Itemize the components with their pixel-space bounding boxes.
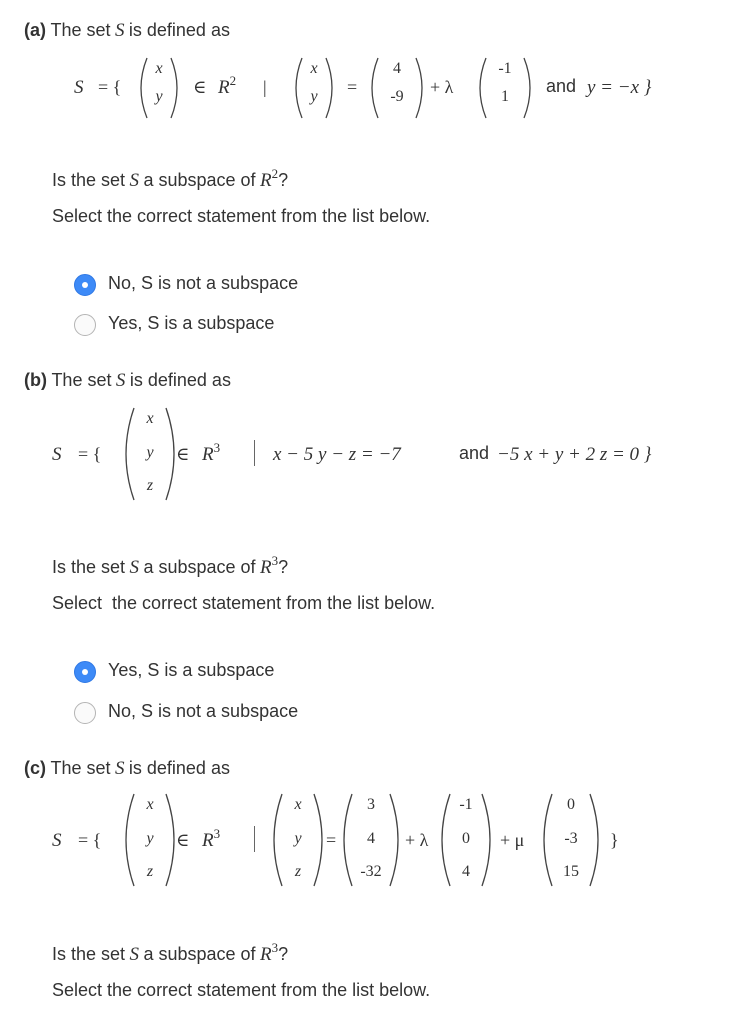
base-vector: 4 -9 — [368, 56, 426, 120]
direction-vector-2: 0 -3 15 — [540, 792, 602, 888]
part-b-heading: (b) The set S is defined as — [24, 370, 231, 391]
part-b-instruction: Select the correct statement from the list below. — [52, 593, 436, 613]
part-a-label: (a) — [24, 20, 46, 40]
part-c-heading: (c) The set S is defined as — [24, 758, 230, 779]
part-b-label: (b) — [24, 370, 47, 390]
part-a-option-no-label[interactable]: No, S is not a subspace — [108, 273, 299, 293]
direction-vector-1: -1 0 4 — [438, 792, 494, 888]
part-b-option-yes-label[interactable]: Yes, S is a subspace — [108, 660, 275, 680]
member-vector: x y z — [122, 406, 178, 502]
part-b-question: Is the set S a subspace of $R^3$? — [52, 553, 289, 578]
part-a-option-yes-radio[interactable] — [74, 314, 96, 336]
such-that-bar — [254, 440, 255, 466]
part-a-instruction: Select the correct statement from the list below. — [52, 206, 431, 226]
part-b-option-no-radio[interactable] — [74, 702, 96, 724]
condition-vector: x y — [292, 56, 336, 120]
part-b-option-no-label[interactable]: No, S is not a subspace — [108, 701, 299, 721]
base-vector: 3 4 -32 — [340, 792, 402, 888]
direction-vector: -1 1 — [476, 56, 534, 120]
part-b-option-yes-radio[interactable] — [74, 661, 96, 683]
part-c-question: Is the set S a subspace of $R^3$? — [52, 940, 289, 965]
part-a-question: Is the set S a subspace of $R^2$? — [52, 166, 289, 191]
part-c-label: (c) — [24, 758, 46, 778]
part-a-heading: (a) The set S is defined as — [24, 20, 230, 41]
member-vector: x y — [137, 56, 181, 120]
part-c-instruction: Select the correct statement from the list below. — [52, 980, 431, 1000]
part-a-option-no-radio[interactable] — [74, 274, 96, 296]
such-that-bar — [254, 826, 255, 852]
member-vector: x y z — [122, 792, 178, 888]
part-a-option-yes-label[interactable]: Yes, S is a subspace — [108, 313, 275, 333]
condition-vector: x y z — [270, 792, 326, 888]
